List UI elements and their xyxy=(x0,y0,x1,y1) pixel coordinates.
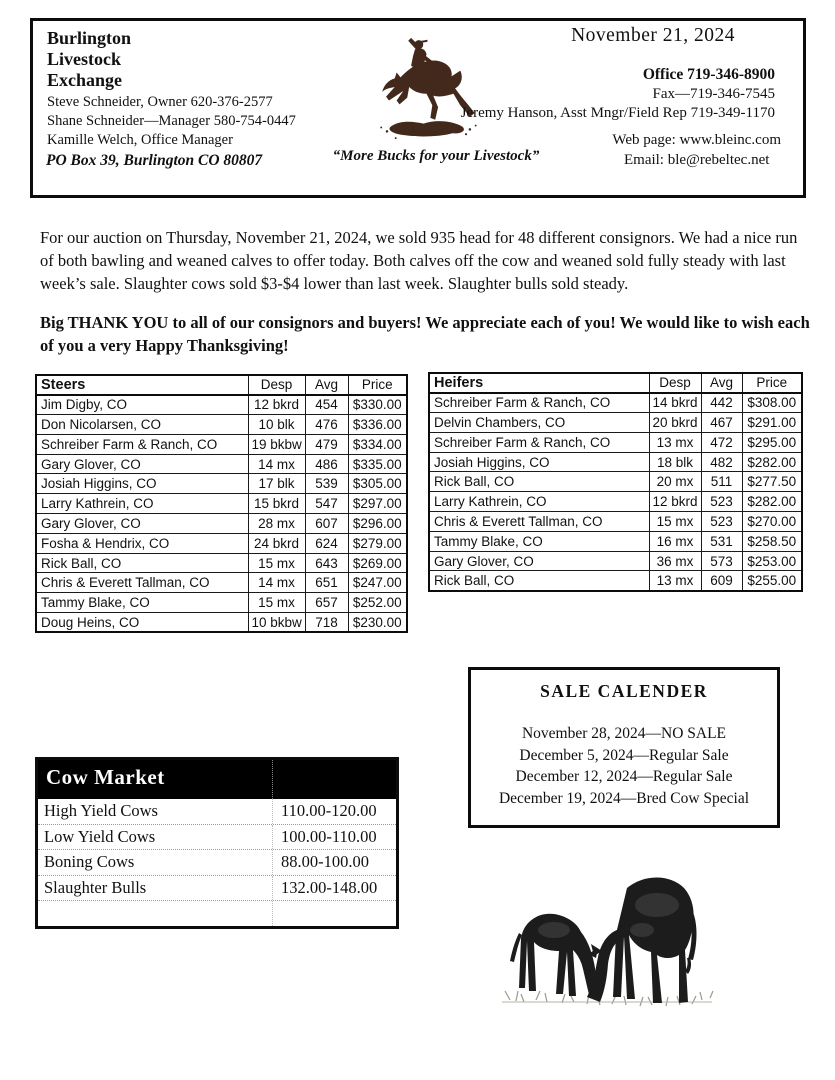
average-weight: 651 xyxy=(305,573,348,593)
consignor-name: Tammy Blake, CO xyxy=(36,593,248,613)
avg-column-header: Avg xyxy=(305,375,348,395)
heifers-row xyxy=(429,492,802,512)
cow-market-table xyxy=(35,757,399,929)
consignor-name: Chris & Everett Tallman, CO xyxy=(36,573,248,593)
company-name-line1: Burlington xyxy=(47,28,132,48)
head-description: 17 blk xyxy=(248,474,305,494)
average-weight: 442 xyxy=(701,393,742,413)
steers-header-row xyxy=(36,375,407,395)
market-price-range: 100.00-110.00 xyxy=(272,825,396,850)
market-price-range: 110.00-120.00 xyxy=(272,799,396,824)
consignor-name: Don Nicolarsen, CO xyxy=(36,415,248,435)
auction-summary-paragraph: For our auction on Thursday, November 21, 2024, we sold 935 head for 48 different consignors. We had a nice run of both bawling and weaned calves to offer today. Both calves off the cow and weaned sold fully steady with last week’s sale. Slaughter cows sold $3-$4 lower than last week. Slaughter bulls sold steady. xyxy=(40,228,798,293)
owner-contact: Steve Schneider, Owner 620-376-2577 xyxy=(47,94,273,110)
staff-contacts xyxy=(47,93,296,150)
company-tagline: “More Bucks for your Livestock” xyxy=(332,148,540,164)
heifers-table-title: Heifers xyxy=(429,373,649,393)
average-weight: 609 xyxy=(701,571,742,591)
head-description: 24 bkrd xyxy=(248,533,305,553)
steers-row xyxy=(36,415,407,435)
average-weight: 607 xyxy=(305,514,348,534)
average-weight: 486 xyxy=(305,454,348,474)
steers-table xyxy=(35,374,408,633)
cow-market-header-spacer xyxy=(272,760,396,799)
consignor-name: Fosha & Hendrix, CO xyxy=(36,533,248,553)
sale-price: $252.00 xyxy=(348,593,407,613)
head-description: 12 bkrd xyxy=(649,492,701,512)
average-weight: 482 xyxy=(701,452,742,472)
heifers-row xyxy=(429,512,802,532)
head-description: 10 bkbw xyxy=(248,613,305,633)
steers-table-title: Steers xyxy=(36,375,248,395)
sale-price: $305.00 xyxy=(348,474,407,494)
company-name-line3: Exchange xyxy=(47,70,123,90)
heifers-row xyxy=(429,393,802,413)
consignor-name: Larry Kathrein, CO xyxy=(36,494,248,514)
consignor-name: Rick Ball, CO xyxy=(429,472,649,492)
consignor-name: Delvin Chambers, CO xyxy=(429,413,649,433)
steers-row xyxy=(36,395,407,415)
heifers-row xyxy=(429,452,802,472)
avg-column-header: Avg xyxy=(701,373,742,393)
steers-row xyxy=(36,553,407,573)
head-description: 15 mx xyxy=(248,553,305,573)
heifers-table xyxy=(428,372,803,592)
average-weight: 476 xyxy=(305,415,348,435)
sale-price: $270.00 xyxy=(742,512,802,532)
cow-market-row xyxy=(38,799,396,825)
office-phone-block xyxy=(461,65,775,124)
sale-calendar-item: November 28, 2024—NO SALE xyxy=(521,725,727,742)
email-address: Email: ble@rebeltec.net xyxy=(623,151,770,168)
sale-price: $335.00 xyxy=(348,454,407,474)
sale-price: $308.00 xyxy=(742,393,802,413)
consignor-name: Jim Digby, CO xyxy=(36,395,248,415)
steers-row xyxy=(36,454,407,474)
sale-price: $282.00 xyxy=(742,492,802,512)
steers-row xyxy=(36,514,407,534)
sale-price: $279.00 xyxy=(348,533,407,553)
office-manager-contact: Kamille Welch, Office Manager xyxy=(47,132,233,148)
sale-price: $277.50 xyxy=(742,472,802,492)
head-description: 18 blk xyxy=(649,452,701,472)
steers-row xyxy=(36,613,407,633)
heifers-row xyxy=(429,413,802,433)
desp-column-header: Desp xyxy=(248,375,305,395)
sale-calendar-item: December 19, 2024—Bred Cow Special xyxy=(498,789,750,807)
sale-price: $230.00 xyxy=(348,613,407,633)
steers-row xyxy=(36,474,407,494)
consignor-name: Chris & Everett Tallman, CO xyxy=(429,512,649,532)
average-weight: 531 xyxy=(701,531,742,551)
heifers-row xyxy=(429,472,802,492)
steers-row xyxy=(36,573,407,593)
company-name xyxy=(47,28,131,91)
market-class-label: Boning Cows xyxy=(44,852,135,871)
average-weight: 479 xyxy=(305,434,348,454)
consignor-name: Schreiber Farm & Ranch, CO xyxy=(429,393,649,413)
cow-market-row xyxy=(38,825,396,851)
head-description: 20 mx xyxy=(649,472,701,492)
market-class-label: High Yield Cows xyxy=(44,801,158,820)
heifers-row xyxy=(429,571,802,591)
web-contact-block xyxy=(612,131,781,170)
consignor-name: Schreiber Farm & Ranch, CO xyxy=(36,434,248,454)
sale-calendar-list xyxy=(471,723,777,809)
sale-calendar-title: SALE CALENDER xyxy=(540,681,708,701)
average-weight: 624 xyxy=(305,533,348,553)
desp-column-header: Desp xyxy=(649,373,701,393)
average-weight: 573 xyxy=(701,551,742,571)
steers-row xyxy=(36,593,407,613)
consignor-name: Gary Glover, CO xyxy=(36,454,248,474)
sale-price: $282.00 xyxy=(742,452,802,472)
sale-calendar-item: December 12, 2024—Regular Sale xyxy=(515,768,733,785)
average-weight: 643 xyxy=(305,553,348,573)
sale-price: $255.00 xyxy=(742,571,802,591)
head-description: 36 mx xyxy=(649,551,701,571)
head-description: 12 bkrd xyxy=(248,395,305,415)
sale-calendar-item: December 5, 2024—Regular Sale xyxy=(519,746,729,764)
head-description: 15 bkrd xyxy=(248,494,305,514)
cow-market-filler-row xyxy=(38,901,396,926)
heifers-header-row xyxy=(429,373,802,393)
average-weight: 547 xyxy=(305,494,348,514)
report-date: November 21, 2024 xyxy=(571,25,735,46)
consignor-name: Josiah Higgins, CO xyxy=(36,474,248,494)
average-weight: 657 xyxy=(305,593,348,613)
grazing-cattle-illustration xyxy=(492,850,722,1022)
consignor-name: Gary Glover, CO xyxy=(429,551,649,571)
head-description: 28 mx xyxy=(248,514,305,534)
average-weight: 454 xyxy=(305,395,348,415)
steers-row xyxy=(36,533,407,553)
sale-price: $295.00 xyxy=(742,432,802,452)
head-description: 13 mx xyxy=(649,432,701,452)
head-description: 14 bkrd xyxy=(649,393,701,413)
manager-contact: Shane Schneider—Manager 580-754-0447 xyxy=(47,113,296,129)
sale-price: $330.00 xyxy=(348,395,407,415)
head-description: 10 blk xyxy=(248,415,305,435)
average-weight: 511 xyxy=(701,472,742,492)
consignor-name: Josiah Higgins, CO xyxy=(429,452,649,472)
sale-price: $336.00 xyxy=(348,415,407,435)
market-price-range: 88.00-100.00 xyxy=(272,850,396,875)
head-description: 15 mx xyxy=(649,512,701,532)
average-weight: 539 xyxy=(305,474,348,494)
masthead-box xyxy=(30,18,806,198)
sale-price: $258.50 xyxy=(742,531,802,551)
consignor-name: Tammy Blake, CO xyxy=(429,531,649,551)
cow-market-row xyxy=(38,850,396,876)
consignor-name: Rick Ball, CO xyxy=(429,571,649,591)
consignor-name: Doug Heins, CO xyxy=(36,613,248,633)
thank-you-message: Big THANK YOU to all of our consignors and buyers! We appreciate each of you! We would like to wish each of you a very Happy Thanksgiving! xyxy=(40,313,810,355)
average-weight: 472 xyxy=(701,432,742,452)
mailing-address: PO Box 39, Burlington CO 80807 xyxy=(46,152,263,169)
cow-market-title: Cow Market xyxy=(46,765,165,789)
consignor-name: Larry Kathrein, CO xyxy=(429,492,649,512)
sale-price: $296.00 xyxy=(348,514,407,534)
price-column-header: Price xyxy=(742,373,802,393)
market-price-range: 132.00-148.00 xyxy=(272,876,396,901)
head-description: 15 mx xyxy=(248,593,305,613)
head-description: 16 mx xyxy=(649,531,701,551)
cow-market-header xyxy=(38,760,396,799)
sale-price: $334.00 xyxy=(348,434,407,454)
market-class-label: Low Yield Cows xyxy=(44,826,156,846)
sale-price: $291.00 xyxy=(742,413,802,433)
market-class-label: Slaughter Bulls xyxy=(44,877,147,897)
heifers-row xyxy=(429,432,802,452)
head-description: 20 bkrd xyxy=(649,413,701,433)
head-description: 14 mx xyxy=(248,573,305,593)
web-page-url: Web page: www.bleinc.com xyxy=(612,132,781,148)
average-weight: 467 xyxy=(701,413,742,433)
price-column-header: Price xyxy=(348,375,407,395)
head-description: 13 mx xyxy=(649,571,701,591)
cow-market-row xyxy=(38,876,396,902)
field-rep-contact: Jeremy Hanson, Asst Mngr/Field Rep 719-349-1170 xyxy=(460,105,775,121)
steers-row xyxy=(36,434,407,454)
consignor-name: Rick Ball, CO xyxy=(36,553,248,573)
company-name-line2: Livestock xyxy=(47,49,121,69)
consignor-name: Gary Glover, CO xyxy=(36,514,248,534)
fax-number: Fax—719-346-7545 xyxy=(652,85,775,102)
head-description: 14 mx xyxy=(248,454,305,474)
sale-price: $247.00 xyxy=(348,573,407,593)
average-weight: 523 xyxy=(701,512,742,532)
consignor-name: Schreiber Farm & Ranch, CO xyxy=(429,432,649,452)
sale-price: $253.00 xyxy=(742,551,802,571)
office-phone: Office 719-346-8900 xyxy=(642,66,775,83)
heifers-row xyxy=(429,551,802,571)
average-weight: 523 xyxy=(701,492,742,512)
average-weight: 718 xyxy=(305,613,348,633)
sale-calendar-box xyxy=(468,667,780,828)
sale-price: $269.00 xyxy=(348,553,407,573)
heifers-row xyxy=(429,531,802,551)
steers-row xyxy=(36,494,407,514)
head-description: 19 bkbw xyxy=(248,434,305,454)
sale-price: $297.00 xyxy=(348,494,407,514)
